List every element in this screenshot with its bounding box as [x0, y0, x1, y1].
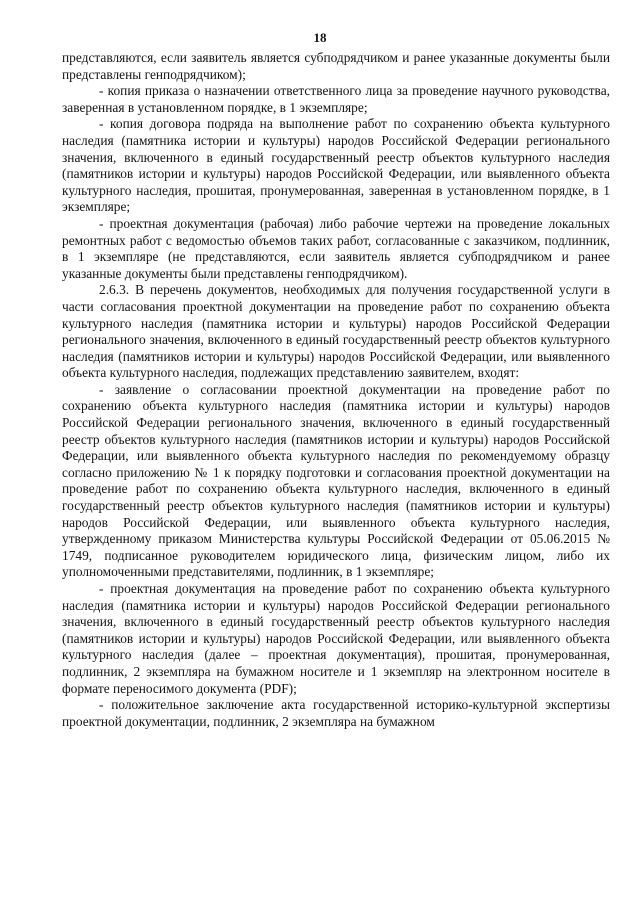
list-item-order-copy: - копия приказа о назначении ответственного лица за проведение научного руководства, заверенная в установленном порядке, в 1 экземпляре;	[62, 83, 610, 115]
list-item-project-documentation: - проектная документация (рабочая) либо рабочие чертежи на проведение локальных ремонтных работ с ведомостью объемов таких работ, согласованные с заказчиком, подлинник, в 1 экземпляре (не представляются, если заявитель является субподрядчиком и ранее указанные документы были представлены генподрядчиком).	[62, 215, 610, 281]
list-item-expertise-conclusion: - положительное заключение акта государственной историко-культурной экспертизы проектной документации, подлинник, 2 экземпляра на бумажном	[62, 697, 610, 729]
list-item-contract-copy: - копия договора подряда на выполнение работ по сохранению объекта культурного наследия (памятника истории и культуры) народов Российской Федерации регионального значения, включенного в единый государственный реестр объектов культурного наследия (памятников истории и культуры) народов Российской Федерации, или выявленного объекта культурного наследия, прошитая, пронумерованная, заверенная в установленном порядке, в 1 экземпляре;	[62, 116, 610, 215]
paragraph-continuation: представляются, если заявитель является субподрядчиком и ранее указанные документы были представлены генподрядчиком);	[62, 50, 610, 82]
document-body	[62, 50, 610, 730]
page-number: 18	[313, 30, 327, 45]
section-2-6-3: 2.6.3. В перечень документов, необходимых для получения государственной услуги в части согласования проектной документации на проведение работ по сохранению объекта культурного наследия (памятника истории и культуры) народов Российской Федерации регионального значения, включенного в единый государственный реестр объектов культурного наследия (памятников истории и культуры) народов Российской Федерации, или выявленного объекта культурного наследия, подлежащих представлению заявителем, входят:	[62, 282, 610, 381]
list-item-application: - заявление о согласовании проектной документации на проведение работ по сохранению объекта культурного наследия (памятника истории и культуры) народов Российской Федерации регионального значения, включенного в единый государственный реестр объектов культурного наследия (памятников истории и культуры) народов Российской Федерации, или выявленного объекта культурного наследия по рекомендуемому образцу согласно приложению № 1 к порядку подготовки и согласования проектной документации на проведение работ по сохранению объекта культурного наследия, включенного в единый государственный реестр объектов культурного наследия (памятников истории и культуры) народов Российской Федерации, или выявленного объекта культурного наследия, утвержденному приказом Министерства культуры Российской Федерации от 05.06.2015 № 1749, подписанное руководителем юридического лица, физическим лицом, либо их уполномоченными представителями, подлинник, в 1 экземпляре;	[62, 381, 610, 580]
list-item-design-documentation: - проектная документация на проведение работ по сохранению объекта культурного наследия (памятника истории и культуры) народов Российской Федерации регионального значения, включенного в единый государственный реестр объектов культурного наследия (памятников истории и культуры) народов Российской Федерации, или выявленного объекта культурного наследия (далее – проектная документация), прошитая, пронумерованная, подлинник, 2 экземпляра на бумажном носителе и 1 экземпляр на электронном носителе в формате переносимого документа (PDF);	[62, 581, 610, 696]
